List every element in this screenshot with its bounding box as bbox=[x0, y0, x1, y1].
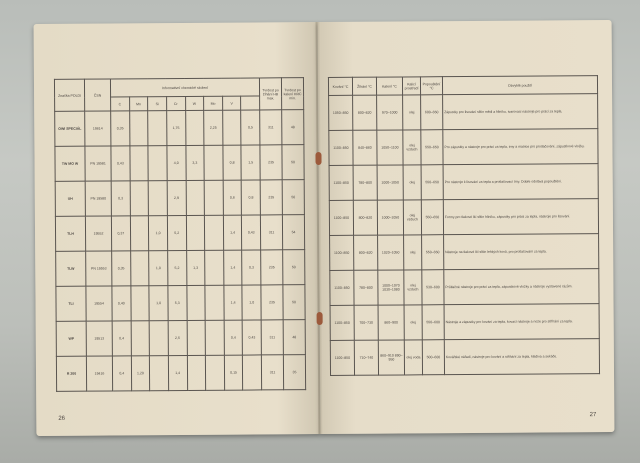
element-value-cell: 1,4 bbox=[223, 250, 242, 285]
hardening-cell: 970–1000 bbox=[377, 95, 403, 130]
header-hb: Tvrdost po žíhání HB max. bbox=[259, 78, 281, 110]
element-header: Cr bbox=[166, 96, 185, 110]
element-value-cell: 2,5 bbox=[168, 320, 187, 355]
element-value-cell: 0,15 bbox=[224, 355, 243, 390]
hb-cell: 311 bbox=[261, 320, 283, 355]
element-header: Mn bbox=[129, 97, 148, 111]
element-value-cell bbox=[131, 286, 150, 321]
element-value-cell: 0,5 bbox=[241, 110, 260, 145]
csn-cell: 19552 bbox=[85, 216, 111, 251]
grade-cell: R 200 bbox=[56, 356, 86, 391]
element-value-cell bbox=[187, 320, 206, 355]
forging-cell: 1100–850 bbox=[329, 200, 353, 235]
element-value-cell: 1,5 bbox=[241, 145, 260, 180]
heat-treatment-table bbox=[328, 75, 600, 376]
forging-cell: 1100–850 bbox=[330, 340, 354, 375]
composition-row bbox=[55, 145, 304, 182]
csn-cell: 19554 bbox=[86, 286, 112, 321]
hb-cell: 235 bbox=[261, 250, 283, 285]
annealing-cell: 700–730 bbox=[354, 305, 378, 340]
annealing-cell: 710–740 bbox=[354, 340, 378, 375]
element-value-cell: 3,3 bbox=[185, 145, 204, 180]
hrc-cell: 54 bbox=[282, 215, 304, 250]
hardening-cell: 1050–1100 bbox=[377, 130, 403, 165]
header-usage: Obvyklé použití bbox=[442, 76, 597, 95]
element-value-cell bbox=[148, 111, 167, 146]
element-value-cell bbox=[206, 355, 225, 390]
medium-cell: olej bbox=[404, 235, 422, 270]
element-value-cell: 0,3 bbox=[111, 181, 130, 216]
hrc-cell: 50 bbox=[283, 285, 305, 320]
element-value-cell bbox=[205, 285, 224, 320]
element-value-cell: 4,0 bbox=[167, 145, 186, 180]
open-booklet bbox=[34, 20, 615, 436]
composition-row bbox=[55, 180, 304, 217]
tempering-cell: 600–650 bbox=[421, 95, 443, 130]
hb-cell: 235 bbox=[260, 145, 282, 180]
treatment-row bbox=[329, 129, 598, 166]
hardening-cell: 1020–1050 bbox=[378, 235, 404, 270]
element-header: W bbox=[185, 96, 204, 110]
csn-cell: 19416 bbox=[86, 356, 112, 391]
element-value-cell: 1,0 bbox=[149, 286, 168, 321]
grade-cell: TLH bbox=[55, 216, 85, 251]
grade-cell: WP bbox=[56, 321, 86, 356]
tempering-cell: 550–650 bbox=[421, 165, 443, 200]
element-value-cell bbox=[205, 215, 224, 250]
element-value-cell bbox=[130, 146, 149, 181]
element-header bbox=[241, 96, 260, 110]
medium-cell: olej vzduch bbox=[403, 200, 421, 235]
left-page bbox=[34, 22, 321, 436]
element-value-cell bbox=[148, 181, 167, 216]
header-grade: Značka POLDI bbox=[54, 79, 84, 111]
annealing-cell: 800–820 bbox=[353, 200, 377, 235]
hardening-cell: 1000–1050 bbox=[377, 200, 403, 235]
csn-cell: 19513 bbox=[86, 321, 112, 356]
composition-row bbox=[56, 320, 305, 357]
element-value-cell: 5,2 bbox=[168, 250, 187, 285]
element-value-cell bbox=[243, 355, 262, 390]
forging-cell: 1100–850 bbox=[329, 165, 353, 200]
element-value-cell: 0,8 bbox=[242, 180, 261, 215]
tempering-cell: 550–650 bbox=[421, 200, 443, 235]
element-value-cell: 0,43 bbox=[111, 146, 130, 181]
right-page bbox=[318, 20, 615, 434]
composition-row bbox=[56, 250, 305, 287]
forging-cell: 1100–850 bbox=[329, 130, 353, 165]
usage-cell: Průtlačné nástroje pro práci za tepla, zápustkové vložky a nástroje vystavené rázům. bbox=[444, 269, 599, 305]
element-header: V bbox=[222, 96, 241, 110]
usage-cell: Nástroje na tlakové lití slitin lehkých kovů, pro protlačování za tepla. bbox=[444, 234, 599, 270]
hardening-cell: 860–900 bbox=[378, 305, 404, 340]
grade-cell: TW MO W bbox=[55, 146, 85, 181]
medium-cell: olej bbox=[403, 165, 421, 200]
tempering-cell: 550–650 bbox=[421, 130, 443, 165]
tempering-cell: 530–600 bbox=[422, 270, 444, 305]
annealing-cell: 800–820 bbox=[354, 235, 378, 270]
element-value-cell: 2,25 bbox=[204, 110, 223, 145]
hardening-cell: 860–910 890–950 bbox=[378, 340, 404, 375]
grade-cell: TLW bbox=[56, 251, 86, 286]
element-value-cell: 1,4 bbox=[168, 355, 187, 390]
header-csn: ČSN bbox=[84, 79, 110, 111]
element-value-cell: 0,6 bbox=[223, 180, 242, 215]
element-header: Mo bbox=[204, 96, 223, 110]
element-value-cell bbox=[222, 110, 241, 145]
medium-cell: olej bbox=[403, 95, 421, 130]
element-value-cell: 1,0 bbox=[149, 216, 168, 251]
hrc-cell: 35 bbox=[283, 355, 305, 390]
hardening-cell: 1000–1050 bbox=[377, 165, 403, 200]
treatment-row bbox=[330, 304, 599, 341]
page-number-left: 26 bbox=[58, 415, 66, 422]
element-value-cell: 0,3 bbox=[242, 250, 261, 285]
header-hrc: Tvrdost po kalení HRC min. bbox=[281, 78, 303, 110]
usage-cell: Zápustky pro lisování slitin mědi a hliníku, tvarovací nástroje pro práci za tepla. bbox=[443, 94, 598, 130]
forging-cell: 1100–850 bbox=[330, 270, 354, 305]
element-value-cell: 0,35 bbox=[112, 251, 131, 286]
annealing-cell: 840–860 bbox=[353, 130, 377, 165]
composition-row bbox=[55, 110, 304, 147]
treatment-row bbox=[330, 339, 599, 376]
composition-table bbox=[54, 77, 306, 392]
csn-cell: PN 19580 bbox=[85, 181, 111, 216]
tempering-cell: 550–600 bbox=[422, 305, 444, 340]
annealing-cell: 800–820 bbox=[353, 95, 377, 130]
csn-cell: PN 19553 bbox=[86, 251, 112, 286]
staple-bottom bbox=[317, 312, 323, 325]
element-value-cell: 1,4 bbox=[223, 215, 242, 250]
tempering-cell: 550–650 bbox=[422, 235, 444, 270]
grade-cell: TLI bbox=[56, 286, 86, 321]
usage-cell: Kovářské nářadí, nástroje pro kování a stříhání za tepla, kladiva a sekáče. bbox=[444, 339, 599, 375]
element-value-cell bbox=[130, 251, 149, 286]
forging-cell: 1100–850 bbox=[330, 235, 354, 270]
composition-row bbox=[56, 285, 305, 322]
element-value-cell: 0,37 bbox=[111, 216, 130, 251]
page-number-right: 27 bbox=[589, 412, 597, 419]
medium-cell: olej vzduch bbox=[403, 130, 421, 165]
element-value-cell: 0,35 bbox=[111, 111, 130, 146]
element-value-cell bbox=[204, 145, 223, 180]
forging-cell: 1100–850 bbox=[330, 305, 354, 340]
element-value-cell bbox=[130, 181, 149, 216]
hrc-cell: 50 bbox=[282, 145, 304, 180]
hrc-cell: 50 bbox=[282, 180, 304, 215]
medium-cell: olej voda bbox=[404, 340, 422, 375]
element-value-cell bbox=[149, 321, 168, 356]
hb-cell: 235 bbox=[261, 285, 283, 320]
element-value-cell bbox=[186, 180, 205, 215]
element-value-cell bbox=[205, 320, 224, 355]
element-value-cell: 1,75 bbox=[167, 110, 186, 145]
element-value-cell bbox=[186, 215, 205, 250]
element-value-cell: 1,4 bbox=[224, 285, 243, 320]
element-value-cell bbox=[148, 146, 167, 181]
element-value-cell: 0,4 bbox=[112, 356, 131, 391]
element-value-cell bbox=[129, 111, 148, 146]
element-value-cell: 5,2 bbox=[167, 215, 186, 250]
annealing-cell: 780–800 bbox=[354, 270, 378, 305]
medium-cell: olej bbox=[404, 305, 422, 340]
grade-cell: UH bbox=[55, 181, 85, 216]
csn-cell: PN 19581 bbox=[85, 146, 111, 181]
header-composition: Informativní chemické složení bbox=[110, 78, 259, 97]
element-value-cell: 1,0 bbox=[242, 285, 261, 320]
treatment-row bbox=[329, 94, 598, 131]
element-value-cell bbox=[150, 356, 169, 391]
element-value-cell: 2,9 bbox=[167, 180, 186, 215]
hb-cell: 235 bbox=[260, 180, 282, 215]
grade-cell: OWI SPECIÁL bbox=[55, 111, 85, 146]
element-value-cell: 1,20 bbox=[131, 356, 150, 391]
hb-cell: 311 bbox=[261, 355, 283, 390]
medium-cell: olej vzduch bbox=[404, 270, 422, 305]
composition-row bbox=[55, 215, 304, 252]
header-tempering: Popouštění °C bbox=[420, 77, 442, 95]
usage-cell: Pro zápustky a nástroje pro práci za tepla, trny a matrice pro protlačování, zápustkové vložky. bbox=[443, 129, 598, 165]
treatment-row bbox=[330, 234, 599, 271]
header-annealing: Žíhání °C bbox=[352, 77, 376, 95]
element-value-cell: 1,3 bbox=[186, 250, 205, 285]
treatment-row bbox=[329, 164, 598, 201]
element-value-cell: 0,8 bbox=[223, 145, 242, 180]
element-value-cell bbox=[204, 180, 223, 215]
hrc-cell: 50 bbox=[283, 250, 305, 285]
element-value-cell: 0,43 bbox=[243, 320, 262, 355]
hb-cell: 311 bbox=[260, 215, 282, 250]
element-header: Si bbox=[148, 97, 167, 111]
element-value-cell: 0,43 bbox=[242, 215, 261, 250]
header-forging: Kování °C bbox=[328, 77, 352, 95]
header-hardening: Kalení °C bbox=[376, 77, 402, 95]
usage-cell: Nástroje a zápustky pro kování za tepla, kovací nástroje a nože pro stříhání za tepla. bbox=[444, 304, 599, 340]
annealing-cell: 780–800 bbox=[353, 165, 377, 200]
forging-cell: 1050–850 bbox=[329, 95, 353, 130]
element-header: C bbox=[111, 97, 130, 111]
csn-cell: 19614 bbox=[85, 111, 111, 146]
header-medium: Kalicí prostředí bbox=[402, 77, 420, 95]
usage-cell: Pro nástroje k lisování za tepla a protlačovací trny. Dobře odolává popouštění. bbox=[443, 164, 598, 200]
element-value-cell bbox=[187, 355, 206, 390]
composition-row bbox=[56, 355, 305, 392]
element-value-cell bbox=[130, 216, 149, 251]
element-value-cell: 0,40 bbox=[112, 286, 131, 321]
treatment-row bbox=[329, 199, 598, 236]
element-value-cell: 1,0 bbox=[149, 251, 168, 286]
hrc-cell: 48 bbox=[282, 110, 304, 145]
treatment-row bbox=[330, 269, 599, 306]
hrc-cell: 48 bbox=[283, 320, 305, 355]
element-value-cell bbox=[186, 285, 205, 320]
staple-top bbox=[315, 152, 321, 165]
element-value-cell: 0,4 bbox=[224, 320, 243, 355]
element-value-cell bbox=[205, 250, 224, 285]
element-value-cell: 5,3 bbox=[168, 285, 187, 320]
usage-cell: Formy pro tlakové lití slitin hliníku, zápustky pro práci za tepla, nástroje pro lisování. bbox=[443, 199, 598, 235]
element-value-cell bbox=[131, 321, 150, 356]
hb-cell: 311 bbox=[260, 110, 282, 145]
hardening-cell: 1000–1070 1030–1080 bbox=[378, 270, 404, 305]
element-value-cell: 0,4 bbox=[112, 321, 131, 356]
tempering-cell: 500–600 bbox=[422, 340, 444, 375]
element-value-cell bbox=[185, 110, 204, 145]
